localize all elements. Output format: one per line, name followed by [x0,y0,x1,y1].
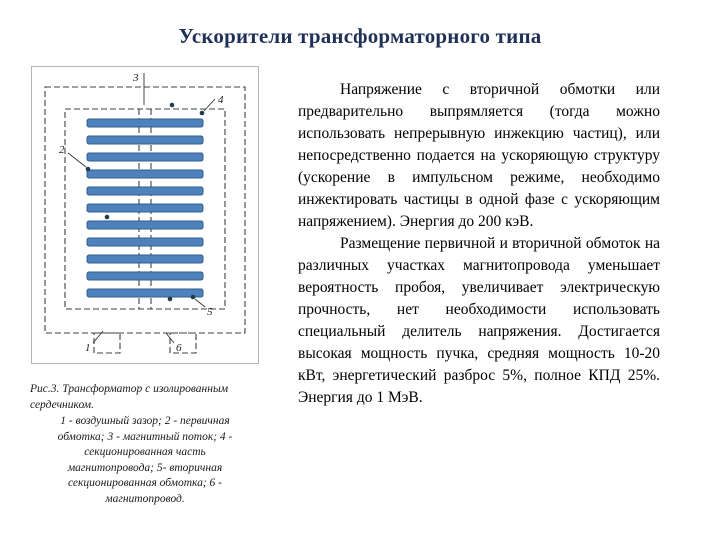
callout-2-label: 2 [59,144,65,156]
paragraph-1: Напряжение с вторичной обмотки или предварительно выпрямляется (тогда можно использовать непрерывную инжекцию частиц), или непосредственно подается на ускоряющую структуру (ускорение в импульсном режиме, необходимо инжектировать частицы в одной фазе с ускоряющим напряжением). Энергия до 200 кэВ. [298,81,660,230]
callout-5-label: 5 [207,306,213,318]
body-text [298,65,660,409]
callout-4-label: 4 [218,94,224,106]
transformer-diagram [30,65,260,365]
callout-1-label: 1 [85,342,91,354]
callout-3-label: 3 [133,72,139,84]
figure-caption [30,382,260,507]
figure-panel [30,65,262,507]
caption-legend: 1 - воздушный зазор; 2 - первичная обмотка; 3 - магнитный поток; 4 - секционированная часть магнитопровода; 5- вторичная секционированная обмотка; 6 - магнитопровод. [57,415,233,505]
caption-title: Рис.3. Трансформатор с изолированным сердечником. [30,383,229,411]
paragraph-2: Размещение первичной и вторичной обмоток на различных участках магнитопровода уменьшает вероятность пробоя, увеличивает электрическую прочность, нет необходимости использовать специальный делитель напряжения. Достигается высокая мощность пучка, средняя мощность 10-20 кВт, энергетический разброс 5%, полное КПД 25%. Энергия до 1 МэВ. [298,235,660,406]
page-title: Ускорители трансформаторного типа [178,24,542,48]
main-content [0,49,720,507]
callout-6-label: 6 [176,342,182,354]
